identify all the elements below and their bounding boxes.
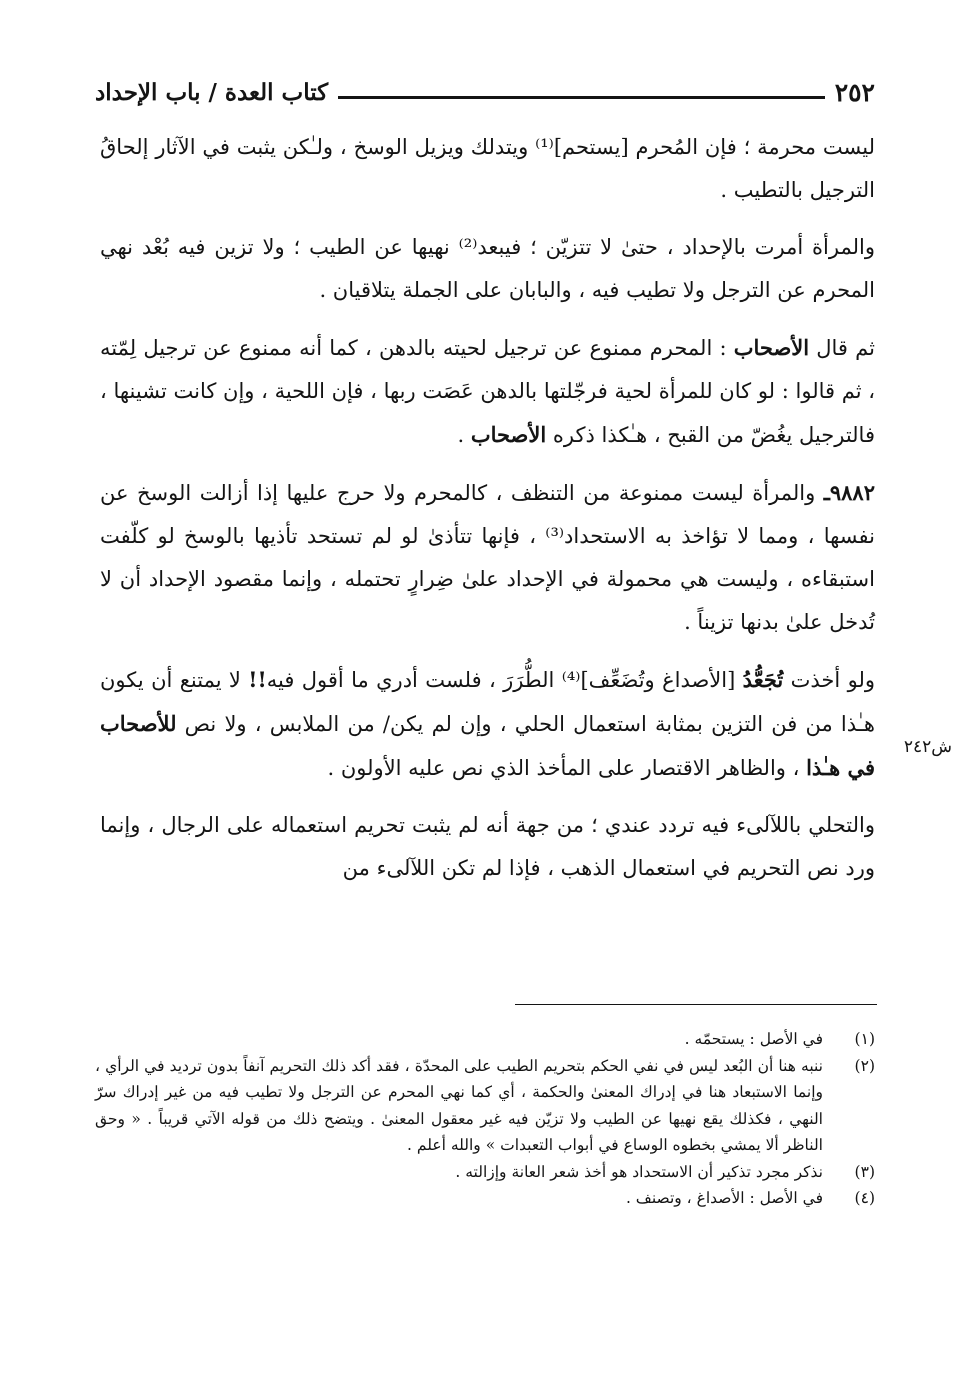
text-run: ثم قال <box>809 336 875 360</box>
bold-term: الأصحاب <box>733 335 810 360</box>
footnotes <box>95 1026 875 1212</box>
page-number: ٢٥٢ <box>834 77 875 107</box>
bold-term: للأصحاب في هـٰذا <box>100 711 875 780</box>
text-run: ، والظاهر الاقتصار على المأخذ الذي نص عليه الأولون . <box>327 756 807 780</box>
footnote-number: (١) <box>854 1030 875 1048</box>
footnote-text: نذكر مجرد تذكير أن الاستحداد هو أخذ شعر العانة وإزالته . <box>455 1162 823 1181</box>
footnote-text: في الأصل : الأصداغ ، وتصنف . <box>625 1189 823 1207</box>
bold-term: تُجَعُّدُ <box>742 667 784 692</box>
paragraph: ليست محرمة ؛ فإن المُحرم [يستحم]⁽¹⁾ ويتدلك ويزيل الوسخ ، ولـٰكن يثبت في الآثار إلحاقُ الترجيل بالتطيب . <box>100 135 875 202</box>
footnote <box>95 1159 875 1186</box>
footnote-text: ننبه هنا أن البُعد ليس في نفي الحكم بتحريم الطيب على المحدّة ، فقد أكد ذلك التحريم آنفاً بدون ترديد في الرأي ، وإنما الاستبعاد هنا في إدراك المعنىٰ والحكمة ، أي كما نهي المحرم عن الترجل ولا تطيب فيه من غير إدراك سرّ النهي ، فكذلك يقع نهيها عن الطيب ولا تزيّن فيه غير معقول المعنىٰ . ويتضح ذلك من قوله الآتي قريباً . « وحق الناظر ألا يمشي بخطوه الوساع في أبواب التعبدات » والله أعلم . <box>95 1056 823 1154</box>
text-run: لا يمتنع أن يكون هـٰذا من فن التزين بمثابة استعمال الحلي ، وإن لم يكن/ من الملابس ، ولا نص <box>100 668 875 736</box>
header-rule <box>338 96 825 99</box>
bold-term: !! <box>248 667 267 692</box>
footnote-separator <box>515 1004 877 1005</box>
paragraph-number: ٩٨٨٢ـ <box>823 480 875 505</box>
footnote <box>95 1053 875 1159</box>
margin-page-reference: ش٢٤٢ <box>903 737 952 757</box>
text-run: : المحرم ممنوع عن ترجيل لحيته بالدهن ، كما أنه ممنوع عن ترجيل لِمّته ، ثم قالوا : لو كان للمرأة لحية فرجّلتها بالدهن عَصَت ربها ، فإن اللحية ، وإن كانت تشينها ، فالترجيل يغُضّ من القبح ، هـٰكذا ذكره <box>100 336 875 447</box>
paragraph <box>100 658 875 790</box>
running-title: كتاب العدة / باب الإحداد <box>95 78 329 106</box>
paragraph: والمرأة أمرت بالإحداد ، حتىٰ لا تتزيّن ؛ فيبعد⁽²⁾ نهيها عن الطيب ؛ ولا تزين فيه بُعْد نهي المحرم عن الترجل ولا تطيب فيه ، والبابان على الجملة يتلاقيان . <box>100 235 875 302</box>
main-text <box>100 126 875 890</box>
text-run: والمرأة ليست ممنوعة من التنظف ، كالمحرم ولا حرج عليها إذا أزالت الوسخ عن نفسها ، ومما لا تؤاخذ به الاستحداد⁽³⁾ ، فإنها تتأذىٰ لو لم تستحد تأذيها بالوسخ لو كلّفت استبقاءه ، وليست هي محمولة في الإحداد علىٰ ضِرارٍ تحتمله ، وإنما مقصود الإحداد أن لا تُدخل علىٰ بدنها تزيناً . <box>100 481 875 634</box>
footnote-number: (٤) <box>854 1189 875 1207</box>
text-run: ولو أخذت <box>783 668 875 692</box>
footnote <box>95 1026 875 1053</box>
page-header <box>95 70 875 114</box>
footnote-text: في الأصل : يستحمّه . <box>684 1030 823 1048</box>
footnote <box>95 1185 875 1212</box>
text-run: [الأصداغ وتُضَعِّف]⁽⁴⁾ الطُّرَرَ ، فلست أدري ما أقول فيه <box>266 668 743 692</box>
text-run: . <box>457 423 471 447</box>
paragraph: والتحلي باللآلىء فيه تردد عندي ؛ من جهة أنه لم يثبت تحريم استعماله على الرجال ، وإنما ورد نص التحريم في استعمال الذهب ، فإذا لم تكن اللآلىء من <box>100 813 875 880</box>
paragraph <box>100 326 875 457</box>
numbered-paragraph <box>100 471 875 644</box>
footnote-number: (٢) <box>854 1056 875 1075</box>
bold-term: الأصحاب <box>470 422 547 447</box>
footnote-number: (٣) <box>854 1162 875 1181</box>
